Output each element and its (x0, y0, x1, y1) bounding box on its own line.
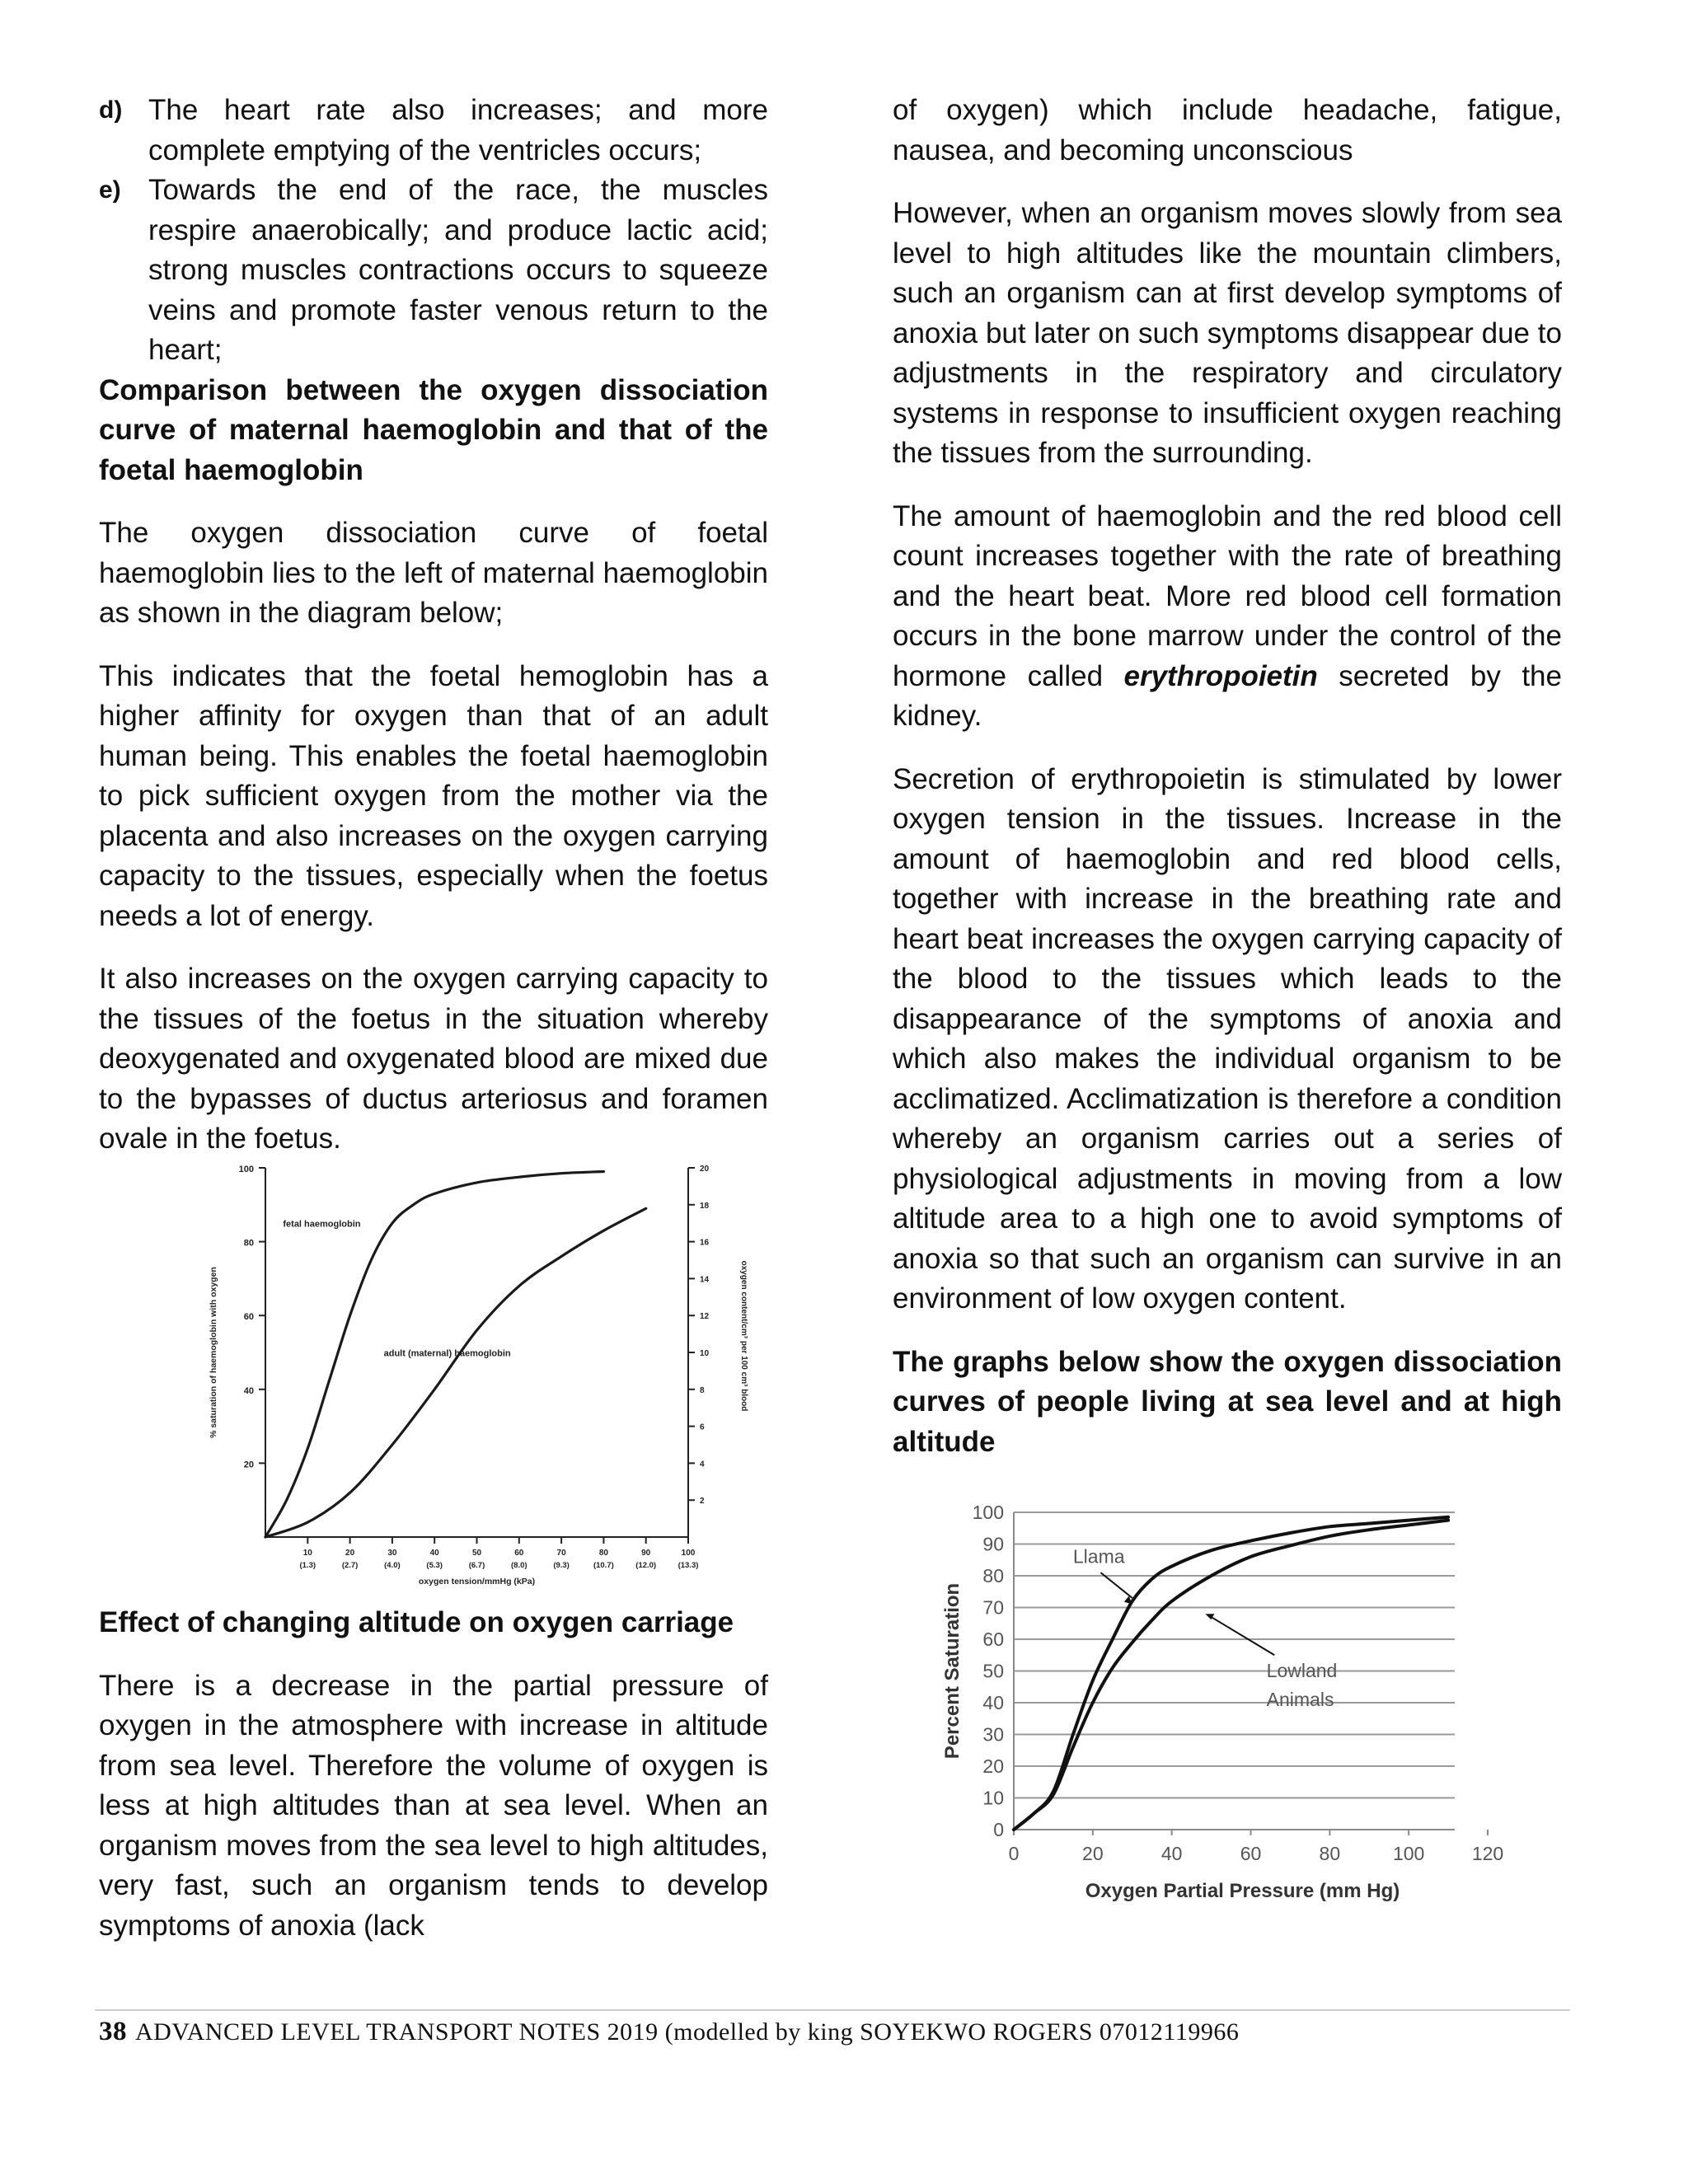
y-tick-label: 40 (982, 1692, 1004, 1713)
x-tick-label: 100 (1392, 1843, 1425, 1864)
x-tick-label: 30 (387, 1549, 397, 1558)
emphasized-term: erythropoietin (1123, 659, 1318, 692)
x-tick-label: 70 (556, 1549, 566, 1558)
x-kpa-label: (10.7) (593, 1561, 614, 1570)
maternal-curve (265, 1208, 646, 1537)
paragraph: of oxygen) which include headache, fatigue, nausea, and becoming unconscious (893, 94, 1562, 166)
text-run: The amount of haemoglobin and the red blood cell count increases together with the rate of breathing and the heart beat. More red blood cell formation occurs in the bone marrow under the control of the hormone called (893, 499, 1562, 692)
annotation-lowland: Lowland (1266, 1660, 1338, 1682)
x-kpa-label: (9.3) (553, 1561, 570, 1570)
x-tick-label: 20 (345, 1549, 355, 1558)
x-kpa-label: (1.3) (299, 1561, 316, 1570)
y-tick-label: 20 (243, 1460, 254, 1470)
y-tick-label: 100 (972, 1502, 1004, 1523)
graph-heading: The graphs below show the oxygen dissociation curves of people living at sea level and at high altitude (893, 1345, 1562, 1458)
x-kpa-label: (5.3) (426, 1561, 443, 1570)
y-tick-label: 10 (982, 1787, 1004, 1809)
y2-tick-label: 6 (700, 1422, 705, 1432)
y-tick-label: 20 (982, 1755, 1004, 1777)
x-tick-label: 120 (1471, 1843, 1504, 1864)
x-tick-label: 80 (1319, 1843, 1341, 1864)
comparison-heading: Comparison between the oxygen dissociation curve of maternal haemoglobin and that of the foetal haemoglobin (99, 373, 768, 486)
x-tick-label: 100 (681, 1549, 696, 1558)
list-text: Towards the end of the race, the muscles respire anaerobically; and produce lactic acid; strong muscles contractions occurs to squeeze veins and promote faster venous return to the heart; (148, 174, 768, 366)
x-tick-label: 80 (598, 1549, 608, 1558)
y-tick-label: 80 (243, 1238, 254, 1249)
paragraph: Secretion of erythropoietin is stimulated by lower oxygen tension in the tissues. Increase in the amount of haemoglobin and red blood cells, together with increase in the breathing rate and heart beat increases the oxygen carrying capacity of the blood to the tissues which leads to the disappearance of the symptoms of anoxia and which also makes the individual organism to be acclimatized. Acclimatization is therefore a condition whereby an organism carries out a series of physiological adjustments in moving from a low altitude area to a high one to avoid symptoms of anoxia so that such an organism can survive in an environment of low oxygen content. (893, 762, 1562, 1315)
y-tick-label: 0 (993, 1819, 1004, 1840)
x-kpa-label: (12.0) (635, 1561, 657, 1570)
annotation-animals: Animals (1266, 1688, 1334, 1710)
y-tick-label: 90 (982, 1533, 1004, 1555)
text-run: secreted by the kidney. (893, 659, 1562, 732)
list-item-e (99, 171, 768, 371)
list-text: The heart rate also increases; and more complete emptying of the ventricles occurs; (148, 94, 768, 166)
y-tick-label: 70 (982, 1596, 1004, 1619)
y2-tick-label: 20 (700, 1165, 710, 1174)
x-tick-label: 50 (471, 1549, 482, 1558)
y-tick-label: 50 (982, 1660, 1004, 1682)
x-tick-label: 0 (1008, 1843, 1020, 1864)
paragraph: The oxygen dissociation curve of foetal haemoglobin lies to the left of maternal haemoglobin as shown in the diagram below; (99, 517, 768, 629)
y-tick-label: 100 (238, 1165, 254, 1174)
x-tick-label: 40 (429, 1549, 439, 1558)
y2-tick-label: 18 (700, 1201, 710, 1211)
page-number: 38 (99, 2017, 127, 2046)
y-axis-title: % saturation of haemoglobin with oxygen (209, 1267, 218, 1438)
altitude-heading: Effect of changing altitude on oxygen carriage (99, 1606, 734, 1638)
list-marker: e) (99, 176, 121, 204)
left-column-lower (99, 1603, 768, 1946)
y-tick-label: 60 (243, 1312, 254, 1323)
y2-tick-label: 16 (700, 1238, 710, 1248)
y2-tick-label: 12 (700, 1312, 710, 1322)
right-column (893, 91, 1562, 1485)
y-tick-label: 80 (982, 1565, 1004, 1586)
list-item-d (99, 91, 768, 171)
arrow-lowland (1212, 1617, 1275, 1655)
paragraph: There is a decrease in the partial pressure of oxygen in the atmosphere with increase in altitude from sea level. Therefore the volume of oxygen is less at high altitudes than at sea level. When an organism moves from the sea level to high altitudes, very fast, such an organism tends to develop symptoms of anoxia (lack (99, 1669, 768, 1942)
y2-axis-title: oxygen content/cm³ per 100 cm³ blood (739, 1260, 748, 1412)
y-tick-label: 40 (243, 1385, 254, 1396)
y2-tick-label: 4 (700, 1460, 705, 1469)
paragraph: It also increases on the oxygen carrying capacity to the tissues of the foetus in the situation whereby deoxygenated and oxygenated blood are mixed due to the bypasses of ductus arteriosus and foramen ovale in the foetus. (99, 963, 768, 1155)
x-tick-label: 60 (514, 1549, 524, 1558)
footer (99, 2017, 1239, 2047)
x-axis-title: oxygen tension/mmHg (kPa) (418, 1577, 536, 1586)
series-label-maternal: adult (maternal) haemoglobin (383, 1348, 511, 1359)
x-tick-label: 90 (641, 1549, 651, 1558)
x-tick-label: 60 (1240, 1843, 1262, 1864)
paragraph: This indicates that the foetal hemoglobin has a higher affinity for oxygen than that of an adult human being. This enables the foetal haemoglobin to pick sufficient oxygen from the mother via the placenta and also increases on the oxygen carrying capacity to the tissues, especially when the foetus needs a lot of energy. (99, 659, 768, 932)
x-kpa-label: (2.7) (341, 1561, 359, 1570)
paragraph: However, when an organism moves slowly from sea level to high altitudes like the mountain climbers, such an organism can at first develop symptoms of anoxia but later on such symptoms disappear due to adjustments in the respiratory and circulatory systems in response to insufficient oxygen reaching the tissues from the surrounding. (893, 197, 1562, 469)
altitude-dissociation-chart (911, 1496, 1504, 1924)
x-tick-label: 40 (1160, 1843, 1183, 1864)
x-tick-label: 20 (1082, 1843, 1104, 1864)
y2-tick-label: 8 (700, 1385, 705, 1395)
y2-tick-label: 2 (700, 1497, 705, 1507)
x-kpa-label: (6.7) (468, 1561, 485, 1570)
x-axis-title: Oxygen Partial Pressure (mm Hg) (1085, 1880, 1400, 1902)
x-kpa-label: (13.3) (678, 1561, 699, 1570)
y-axis-title: Percent Saturation (941, 1582, 964, 1760)
y-tick-label: 30 (982, 1723, 1004, 1746)
foetal-maternal-dissociation-chart (198, 1146, 775, 1591)
footer-rule (95, 2009, 1570, 2011)
x-tick-label: 10 (302, 1549, 312, 1558)
series-label-fetal: fetal haemoglobin (283, 1219, 361, 1230)
y-tick-label: 60 (982, 1629, 1004, 1650)
paragraph (893, 497, 1562, 737)
left-column (99, 91, 768, 1183)
y2-tick-label: 10 (700, 1349, 710, 1358)
x-kpa-label: (4.0) (384, 1561, 401, 1570)
list-marker: d) (99, 96, 123, 124)
annotation-llama: Llama (1072, 1545, 1125, 1568)
y2-tick-label: 14 (700, 1275, 710, 1285)
footer-text: ADVANCED LEVEL TRANSPORT NOTES 2019 (modelled by king SOYEKWO ROGERS 07012119966 (135, 2018, 1240, 2046)
x-kpa-label: (8.0) (511, 1561, 528, 1570)
